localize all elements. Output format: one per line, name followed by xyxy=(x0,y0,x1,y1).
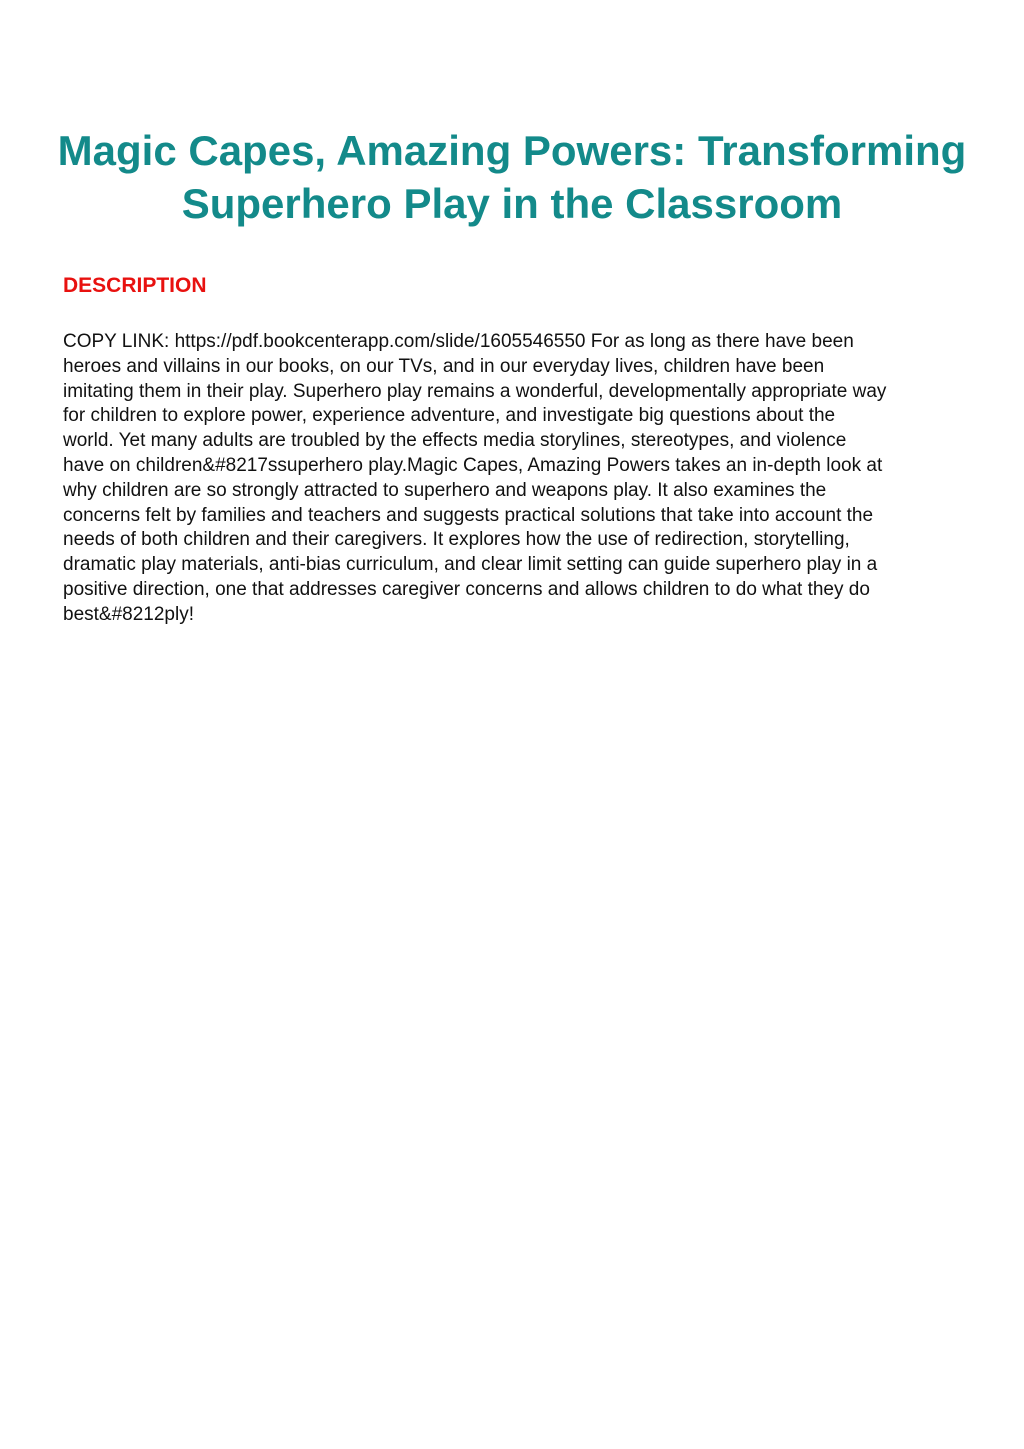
description-line: have on children&#8217ssuperhero play.Magic Capes, Amazing Powers takes an in-depth look at xyxy=(63,454,883,476)
description-body xyxy=(63,330,963,628)
document-title-line-1: Magic Capes, Amazing Powers: Transforming xyxy=(57,127,967,174)
description-line: for children to explore power, experience adventure, and investigate big questions about the xyxy=(63,405,836,427)
description-line: COPY LINK: https://pdf.bookcenterapp.com/slide/1605546550 For as long as there have been xyxy=(63,331,854,352)
description-line: heroes and villains in our books, on our TVs, and in our everyday lives, children have been xyxy=(63,355,825,377)
description-heading: DESCRIPTION xyxy=(63,274,207,297)
document-title xyxy=(40,124,984,230)
description-line: concerns felt by families and teachers and suggests practical solutions that take into account the xyxy=(63,504,874,526)
description-line: needs of both children and their caregivers. It explores how the use of redirection, storytelling, xyxy=(63,529,850,551)
description-line: best&#8212ply! xyxy=(63,603,194,625)
description-line: why children are so strongly attracted to superhero and weapons play. It also examines the xyxy=(63,479,827,501)
description-line: imitating them in their play. Superhero play remains a wonderful, developmentally appropriate way xyxy=(63,380,887,402)
description-line: positive direction, one that addresses caregiver concerns and allows children to do what they do xyxy=(63,578,870,600)
document-title-line-2: Superhero Play in the Classroom xyxy=(181,180,843,227)
description-line: world. Yet many adults are troubled by the effects media storylines, stereotypes, and violence xyxy=(63,430,847,452)
description-line: dramatic play materials, anti-bias curriculum, and clear limit setting can guide superhero play in a xyxy=(63,554,878,576)
